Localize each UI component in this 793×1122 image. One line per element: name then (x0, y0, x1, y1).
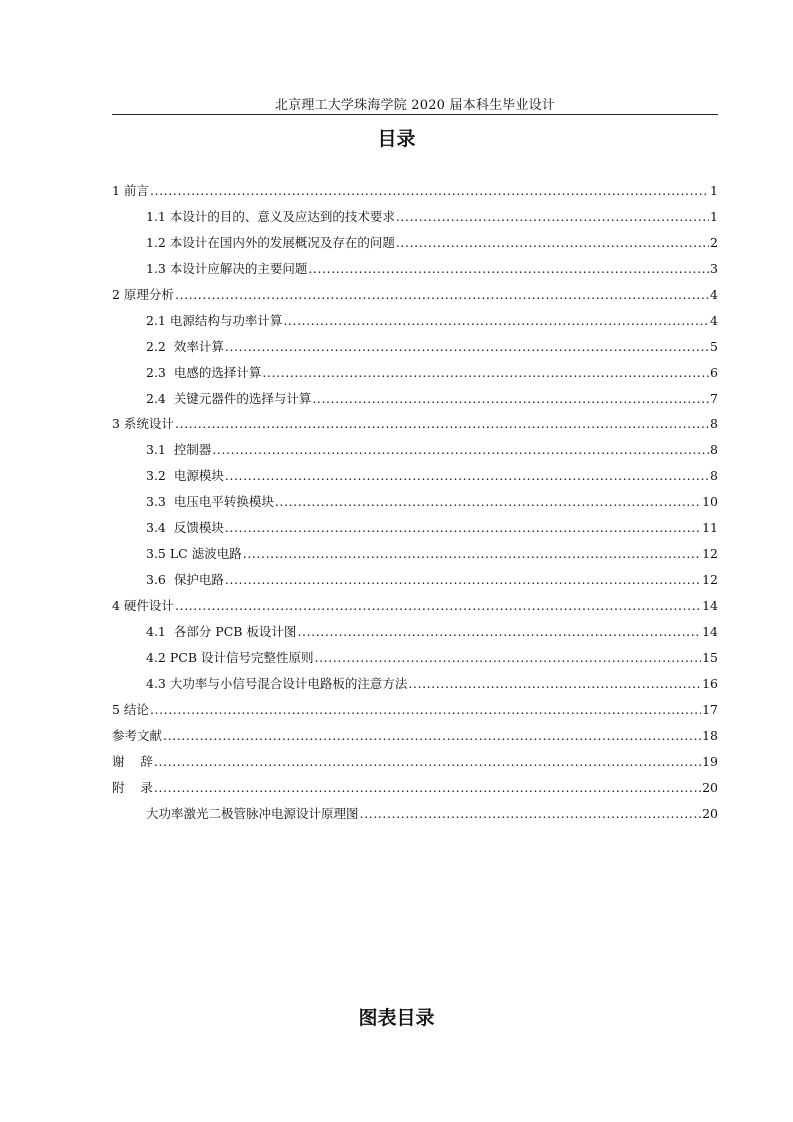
toc-entry-label: 大功率激光二极管脉冲电源设计原理图 (146, 805, 359, 821)
toc-entry-page: 10 (702, 494, 718, 510)
dot-leader (297, 624, 701, 639)
toc-entry[interactable] (112, 674, 718, 700)
dot-leader (396, 235, 709, 250)
dot-leader (360, 806, 702, 821)
toc-entry-page: 11 (702, 520, 718, 536)
toc-entry-page: 16 (702, 675, 718, 691)
dot-leader (154, 780, 701, 795)
running-header: 北京理工大学珠海学院 2020 届本科生毕业设计 (274, 98, 556, 113)
toc-entry-label: 4.3 大功率与小信号混合设计电路板的注意方法 (146, 675, 408, 691)
toc-entry-page: 8 (710, 416, 718, 432)
toc-entry-label: 3.2 电源模块 (146, 468, 224, 484)
toc-entry-page: 20 (702, 779, 718, 795)
dot-leader (275, 494, 701, 509)
toc-entry-page: 1 (710, 208, 718, 224)
toc-entry-page: 6 (710, 364, 718, 380)
toc-entry-label: 1 前言 (112, 183, 149, 198)
toc-entry-label: 2 原理分析 (112, 286, 174, 302)
toc-entry-label: 1.3 本设计应解决的主要问题 (146, 260, 308, 276)
toc-entry-label: 4.2 PCB 设计信号完整性原则 (146, 649, 314, 665)
dot-leader (225, 339, 709, 354)
toc-entry-page: 7 (710, 390, 718, 406)
toc-entry[interactable] (112, 518, 718, 544)
toc-entry-label: 4.1 各部分 PCB 板设计图 (146, 623, 297, 639)
dot-leader (225, 468, 709, 483)
figures-list-title: 图表目录 (358, 1007, 435, 1029)
table-of-contents (112, 181, 718, 829)
toc-entry-label: 2.4 关键元器件的选择与计算 (146, 390, 312, 406)
toc-entry[interactable] (112, 389, 718, 415)
toc-entry-label: 5 结论 (112, 701, 149, 717)
toc-entry-label: 3 系统设计 (112, 416, 174, 432)
dot-leader (225, 572, 701, 587)
dot-leader (154, 754, 701, 769)
toc-entry[interactable] (112, 259, 718, 285)
toc-entry[interactable] (112, 466, 718, 492)
toc-entry-label: 谢 辞 (112, 753, 153, 769)
dot-leader (408, 676, 701, 691)
toc-entry[interactable] (112, 440, 718, 466)
toc-entry-page: 4 (710, 286, 718, 302)
toc-entry-label: 3.1 控制器 (146, 442, 212, 458)
toc-entry-page: 5 (710, 338, 718, 354)
toc-entry-page: 19 (702, 753, 718, 769)
dot-leader (262, 365, 709, 380)
toc-entry-page: 14 (702, 623, 718, 639)
toc-entry[interactable] (112, 233, 718, 259)
toc-entry-label: 2.1 电源结构与功率计算 (146, 312, 283, 328)
dot-leader (175, 416, 709, 431)
toc-entry[interactable] (112, 492, 718, 518)
toc-entry[interactable] (112, 804, 718, 830)
toc-entry-page: 2 (710, 234, 718, 250)
toc-entry[interactable] (112, 337, 718, 363)
toc-entry-page: 18 (702, 727, 718, 743)
dot-leader (283, 313, 709, 328)
dot-leader (150, 183, 709, 198)
toc-entry[interactable] (112, 596, 718, 622)
toc-entry[interactable] (112, 752, 718, 778)
toc-entry-page: 12 (702, 572, 718, 588)
toc-entry[interactable] (112, 181, 718, 207)
dot-leader (163, 728, 701, 743)
dot-leader (308, 261, 709, 276)
toc-entry-page: 17 (702, 701, 718, 717)
toc-entry-page: 8 (710, 442, 718, 458)
toc-entry[interactable] (112, 363, 718, 389)
toc-entry-page: 8 (710, 468, 718, 484)
toc-entry[interactable] (112, 648, 718, 674)
dot-leader (175, 598, 701, 613)
toc-entry-label: 3.3 电压电平转换模块 (146, 494, 274, 510)
dot-leader (312, 391, 709, 406)
toc-entry-label: 2.2 效率计算 (146, 338, 224, 354)
dot-leader (396, 209, 709, 224)
toc-entry-label: 3.4 反馈模块 (146, 520, 224, 536)
toc-entry-page: 3 (710, 260, 718, 276)
toc-entry-page: 4 (710, 312, 718, 328)
toc-entry[interactable] (112, 311, 718, 337)
toc-entry-page: 1 (710, 183, 718, 198)
dot-leader (315, 650, 702, 665)
toc-entry-label: 参考文献 (112, 727, 163, 743)
toc-entry[interactable] (112, 414, 718, 440)
toc-entry[interactable] (112, 726, 718, 752)
header-rule (112, 114, 718, 115)
dot-leader (175, 287, 709, 302)
toc-entry-page: 20 (702, 805, 718, 821)
toc-entry[interactable] (112, 570, 718, 596)
toc-entry[interactable] (112, 285, 718, 311)
toc-entry-label: 4 硬件设计 (112, 598, 174, 613)
toc-entry-label: 2.3 电感的选择计算 (146, 364, 262, 380)
toc-entry-label: 附 录 (112, 779, 153, 795)
dot-leader (225, 520, 701, 535)
toc-entry-page: 12 (702, 546, 718, 562)
toc-entry-page: 14 (702, 598, 718, 613)
toc-entry-label: 3.6 保护电路 (146, 572, 224, 588)
toc-entry-label: 1.2 本设计在国内外的发展概况及存在的问题 (146, 234, 395, 250)
toc-title: 目录 (377, 128, 416, 150)
toc-entry[interactable] (112, 622, 718, 648)
toc-entry[interactable] (112, 544, 718, 570)
dot-leader (243, 546, 701, 561)
toc-entry-label: 1.1 本设计的目的、意义及应达到的技术要求 (146, 208, 395, 224)
toc-entry[interactable] (112, 700, 718, 726)
toc-entry-page: 15 (702, 649, 718, 665)
dot-leader (150, 702, 701, 717)
dot-leader (212, 442, 709, 457)
toc-entry-label: 3.5 LC 滤波电路 (146, 546, 242, 562)
toc-entry[interactable] (112, 207, 718, 233)
toc-entry[interactable] (112, 778, 718, 804)
